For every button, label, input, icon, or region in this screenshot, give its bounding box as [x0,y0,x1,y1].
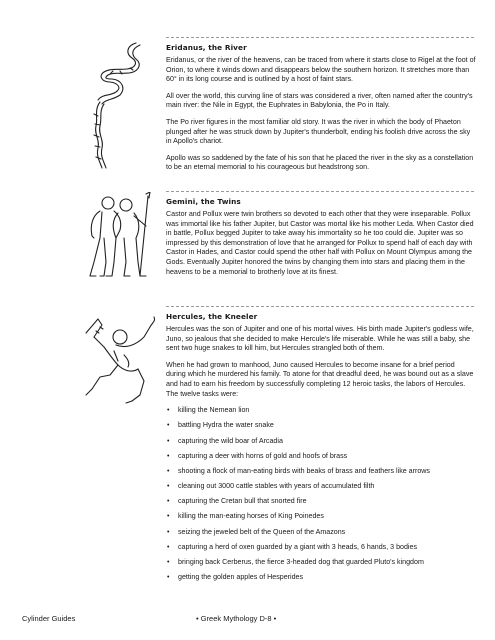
task-text: capturing the wild boar of Arcadia [178,436,283,445]
bullet-icon: • [167,528,170,536]
paragraph: When he had grown to manhood, Juno caused Hercules to become insane for a brief period during which he murdered his family. To atone for that dreadful deed, he was bound out as a slave and had to earn his freedom by successfully completing 12 heroic tasks, the labors of Hercules. The twelve tasks were: [166,360,474,398]
footer-page-label: • Greek Mythology D-8 • [196,614,277,623]
task-text: capturing a deer with horns of gold and hoofs of brass [178,451,348,460]
section-eridanus [166,43,476,180]
section-divider [166,191,474,192]
list-item [166,558,476,568]
bullet-icon: • [167,498,170,506]
section-divider [166,37,474,38]
list-item [166,406,476,416]
paragraph: All over the world, this curving line of stars was considered a river, often named after the country's main river: the Nile in Egypt, the Euphrates in Babylonia, the Po in Italy. [166,91,473,110]
section-gemini [166,197,476,284]
list-item [166,421,476,431]
paragraph: The Po river figures in the most familiar old story. It was the river in which the body of Phaeton plunged after he was struck down by Jupiter's thunderbolt, ending his foolish drive across the sky in Apollo's chariot. [166,117,471,146]
list-item [166,482,476,492]
task-text: battling Hydra the water snake [178,421,274,430]
paragraph: Hercules was the son of Jupiter and one of his mortal wives. His birth made Jupiter's godless wife, Juno, so jealous that she decided to make Hercule's life miserable. While he was still a baby, she sent two huge snakes to kill him, but Hercules strangled both of them. [166,325,474,353]
bullet-icon: • [167,407,170,415]
bullet-icon: • [167,422,170,430]
section-hercules [166,312,476,588]
task-text: killing the man-eating horses of King Poinedes [178,512,324,521]
gemini-twins-illustration [80,192,162,280]
list-item [166,573,476,583]
section-divider [166,306,474,307]
list-item [166,543,476,553]
bullet-icon: • [167,483,170,491]
labors-list [166,406,476,583]
list-item [166,467,476,477]
list-item [166,452,476,462]
list-item [166,437,476,447]
hercules-kneeler-illustration [80,315,162,405]
list-item [166,528,476,538]
task-text: cleaning out 3000 cattle stables with years of accumulated filth [178,482,375,491]
footer-publisher: Cylinder Guides [22,614,76,623]
bullet-icon: • [167,574,170,582]
list-item [166,497,476,507]
section-heading: Eridanus, the River [166,43,247,52]
task-text: capturing a herd of oxen guarded by a giant with 3 heads, 6 hands, 3 bodies [178,542,417,551]
paragraph: Castor and Pollux were twin brothers so devoted to each other that they were inseparable. Pollux was immortal like his father Jupiter, but Castor was mortal like his mother Leda. When Castor died in battle, Pollux begged Jupiter to take away his immortality so he too could die. Jupiter was so impressed by this demonstration of love that he arranged for Pollux to spend half of each day with Castor in Hades, and Castor could spend the other half with Pollux on Mount Olympus among the Gods. Eventually Jupiter honored the twins by changing them into stars and placing them in the heavens to be a memorial to brotherly love at its finest. [166,210,474,276]
paragraph: Apollo was so saddened by the fate of his son that he placed the river in the sky as a constellation to be an eternal memorial to his courageous but headstrong son. [166,153,474,172]
section-heading: Hercules, the Kneeler [166,312,258,321]
bullet-icon: • [167,543,170,551]
eridanus-river-illustration [80,38,150,173]
task-text: capturing the Cretan bull that snorted fire [178,497,307,506]
task-text: bringing back Cerberus, the fierce 3-headed dog that guarded Pluto's kingdom [178,558,424,567]
task-text: shooting a flock of man-eating birds with beaks of brass and feathers like arrows [178,466,430,475]
list-item [166,512,476,522]
bullet-icon: • [167,437,170,445]
bullet-icon: • [167,513,170,521]
paragraph: Eridanus, or the river of the heavens, can be traced from where it starts close to Rigel at the foot of Orion, to where it winds down and disappears below the southern horizon. It stretches more than 60° in its long course and is outlined by a host of faint stars. [166,56,476,84]
task-text: killing the Nemean lion [178,406,250,415]
task-text: getting the golden apples of Hesperides [178,573,304,582]
task-text: seizing the jeweled belt of the Queen of the Amazons [178,527,346,536]
section-heading: Gemini, the Twins [166,197,241,206]
bullet-icon: • [167,467,170,475]
bullet-icon: • [167,559,170,567]
bullet-icon: • [167,452,170,460]
